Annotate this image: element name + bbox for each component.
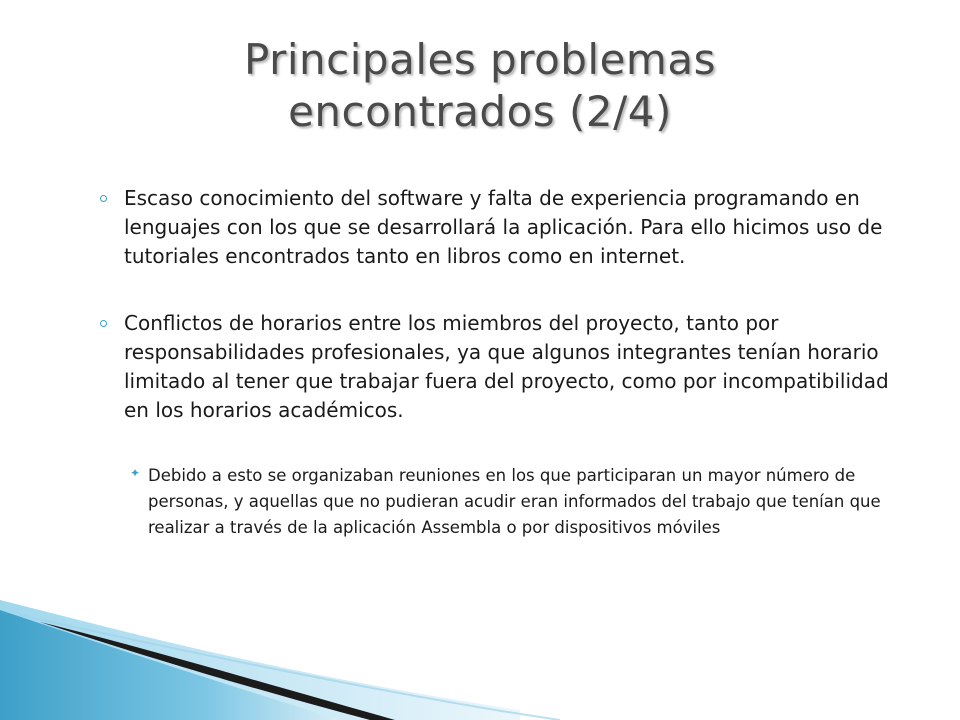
slide-content bbox=[100, 184, 910, 541]
sub-bullet-star-icon: ✦ bbox=[130, 466, 141, 480]
bullet-item bbox=[100, 309, 910, 425]
bullet-text: Conflictos de horarios entre los miembros del proyecto, tanto por responsabilidades profesionales, ya que algunos integrantes tenían horario limitado al tener que trabajar fuera del proyecto, como por incompatibilidad en los horarios académicos. bbox=[124, 311, 889, 422]
bullet-text: Escaso conocimiento del software y falta de experiencia programando en lenguajes con los que se desarrollará la aplicación. Para ello hicimos uso de tutoriales encontrados tanto en libros como en internet. bbox=[124, 186, 883, 268]
slide-title-line-2: encontrados (2/4) bbox=[288, 87, 672, 136]
slide-title-line-1: Principales problemas bbox=[244, 35, 716, 84]
decorative-wave-icon bbox=[0, 560, 960, 720]
sub-bullet-text: Debido a esto se organizaban reuniones en los que participaran un mayor número de personas, y aquellas que no pudieran acudir eran informados del trabajo que tenían que realizar a través de la aplicación Assembla o por dispositivos móviles bbox=[148, 466, 881, 537]
bullet-circle-icon bbox=[100, 320, 107, 327]
bullet-item bbox=[100, 184, 910, 271]
bullet-circle-icon bbox=[100, 195, 107, 202]
slide-title bbox=[80, 34, 880, 138]
sub-bullet-item bbox=[124, 463, 910, 541]
